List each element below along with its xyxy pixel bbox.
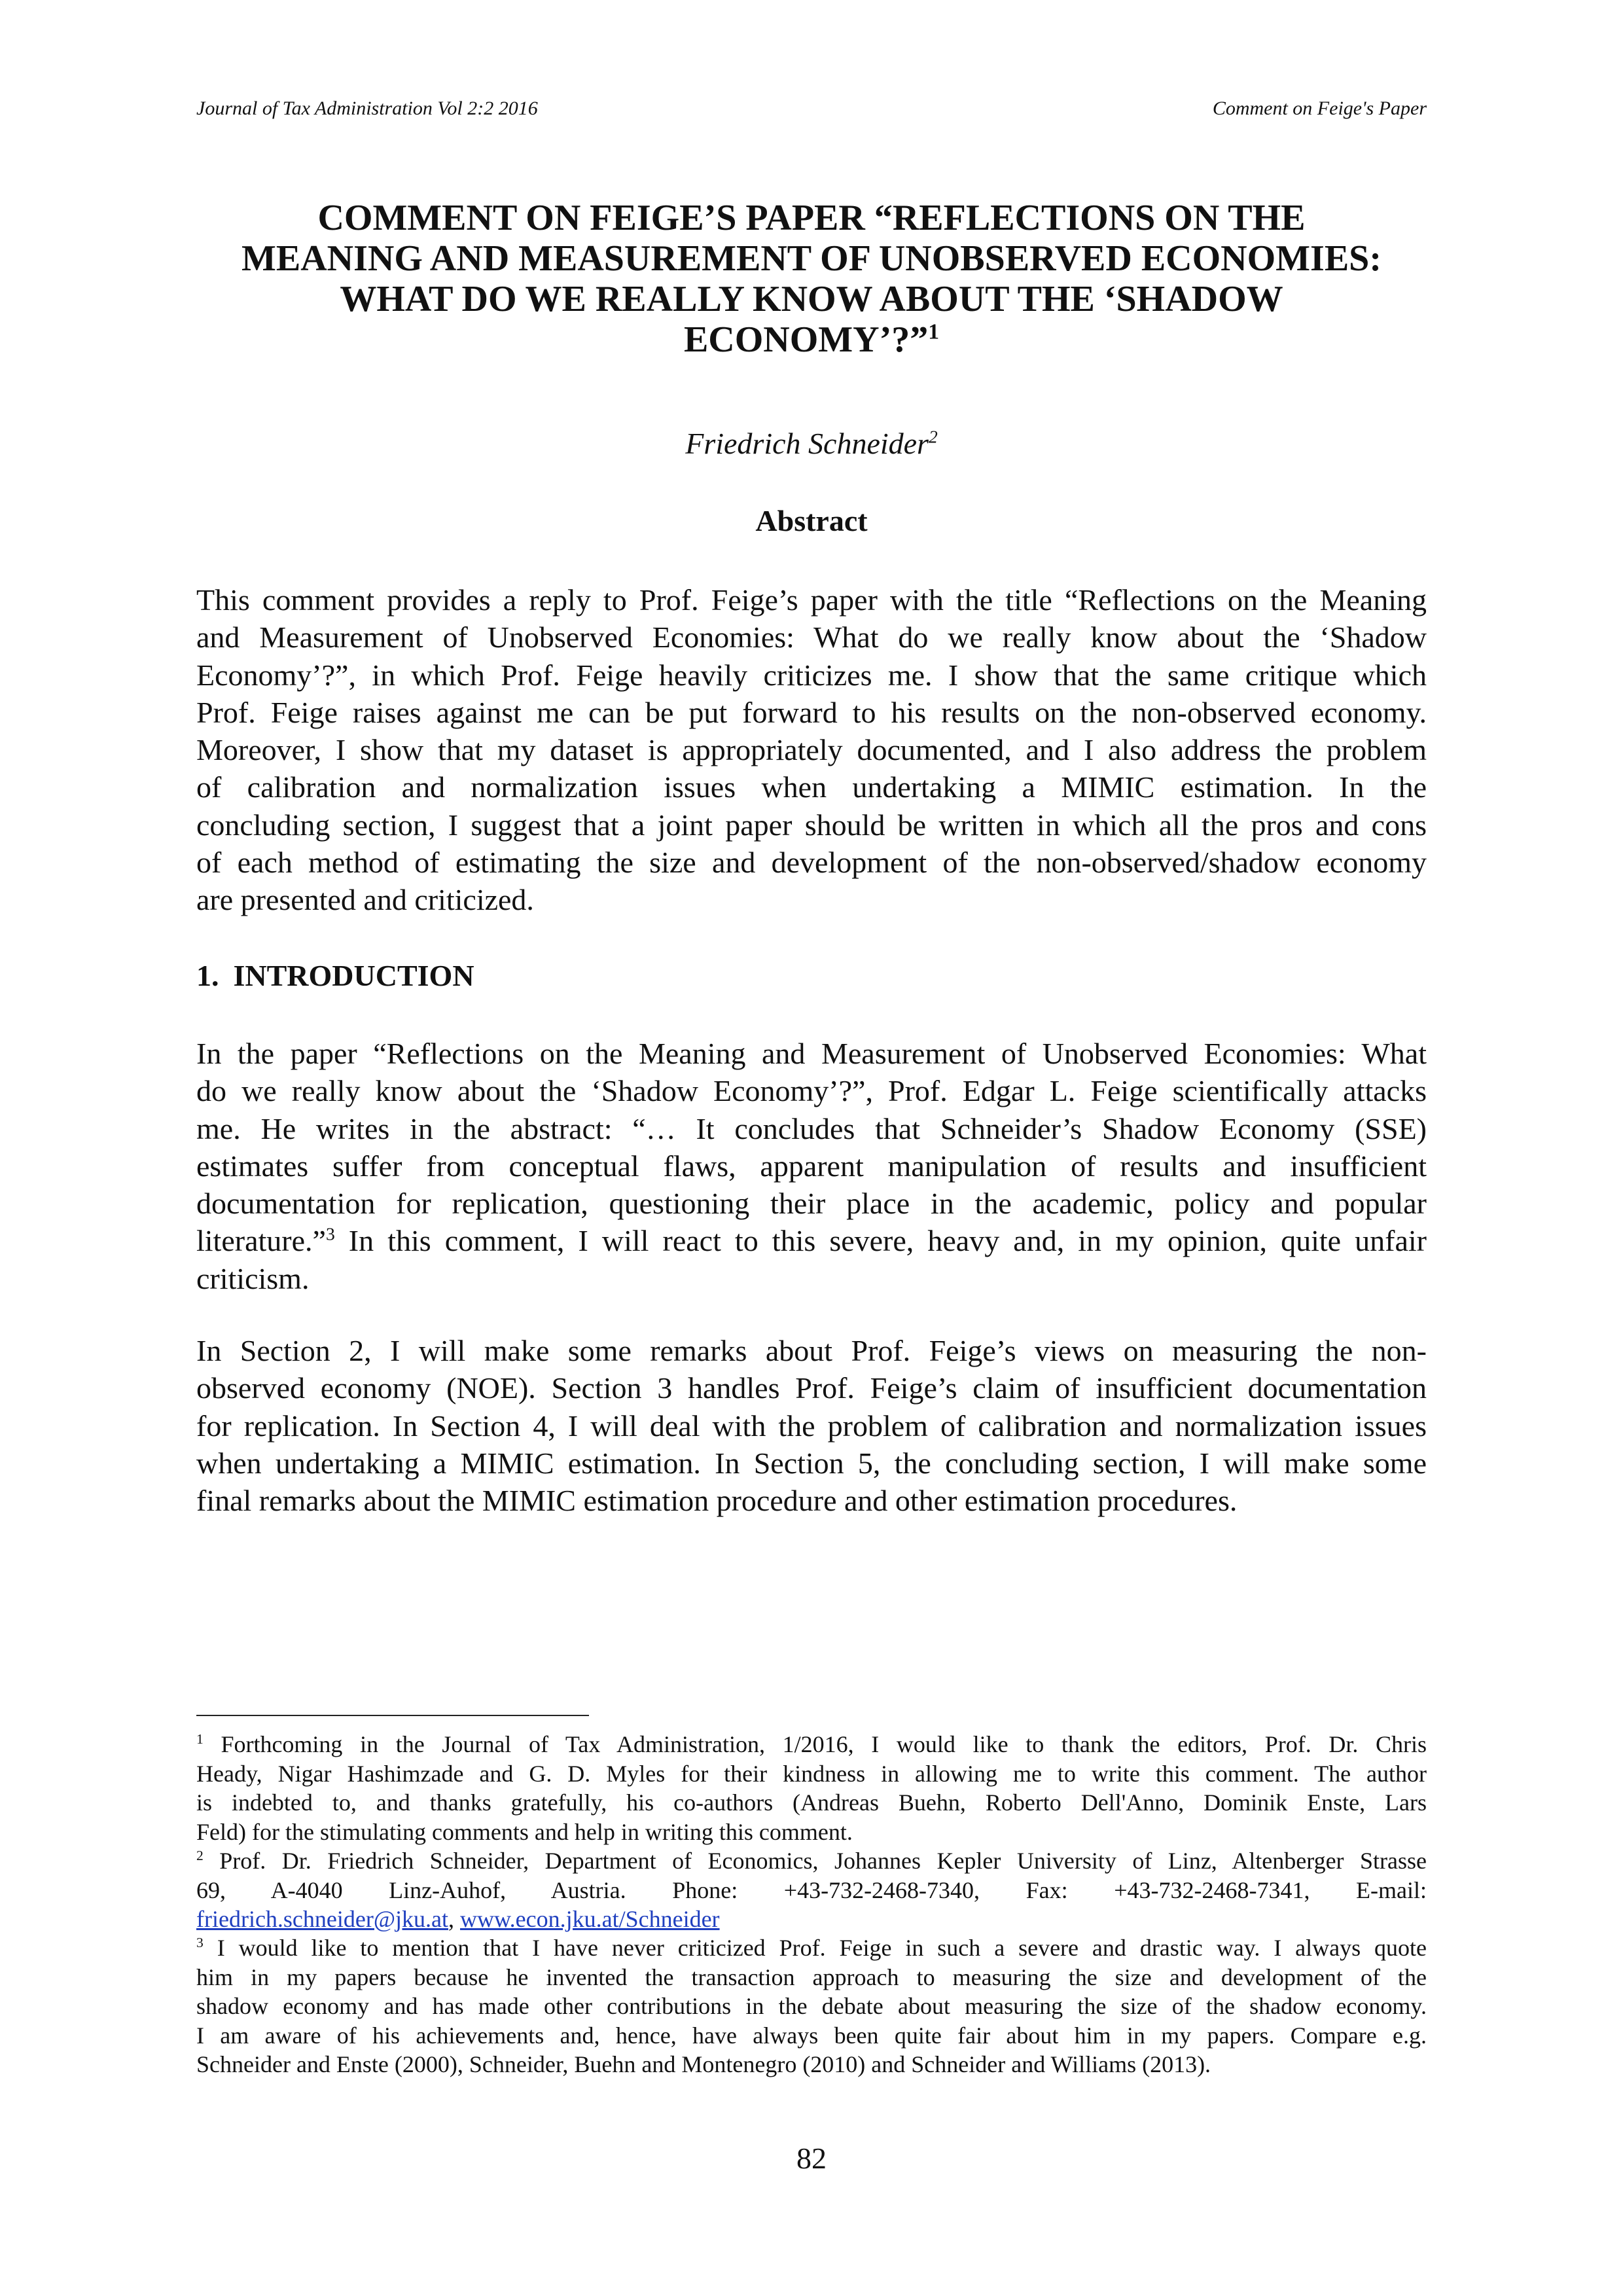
body-line: observed economy (NOE). Section 3 handles Prof. Feige’s claim of insufficient documentation [196, 1371, 1427, 1405]
footnote-line: shadow economy and has made other contributions in the debate about measuring the size of the shadow economy. [196, 1993, 1427, 2019]
author-footnote-mark[interactable]: 2 [928, 426, 938, 447]
body-text: In this comment, I will react to this severe, heavy and, in my opinion, quite unfair [334, 1224, 1427, 1258]
abstract-line: are presented and criticized. [196, 883, 534, 917]
title-line: WHAT DO WE REALLY KNOW ABOUT THE ‘SHADOW [340, 279, 1283, 319]
running-head-short-title: Comment on Feige's Paper [1212, 98, 1427, 119]
footnote-2 [196, 1846, 1427, 1934]
footnote-line [196, 1846, 1427, 1876]
title-footnote-mark[interactable]: 1 [928, 319, 940, 344]
body-line: when undertaking a MIMIC estimation. In Section 5, the concluding section, I will make some [196, 1446, 1427, 1480]
section-number: 1. [196, 959, 219, 992]
footnote-line: Heady, Nigar Hashimzade and G. D. Myles for their kindness in allowing me to write this comment. The author [196, 1760, 1427, 1787]
footnote-1-mark: 1 [196, 1731, 204, 1747]
page-number: 82 [796, 2142, 827, 2175]
footnote-line: Schneider and Enste (2000), Schneider, Buehn and Montenegro (2010) and Schneider and Williams (2013). [196, 2051, 1211, 2077]
footnote-text: Forthcoming in the Journal of Tax Administration, 1/2016, I would like to thank the editors, Prof. Dr. Chris [221, 1731, 1427, 1757]
footnote-text: I would like to mention that I have never criticized Prof. Feige in such a severe and drastic way. I always quote [217, 1935, 1427, 1961]
paper-title [196, 198, 1427, 360]
body-line: criticism. [196, 1261, 310, 1295]
section-heading-introduction [196, 958, 474, 994]
footnote-mark-3[interactable]: 3 [325, 1224, 335, 1245]
footnote-line [196, 1905, 1427, 1934]
abstract-heading: Abstract [755, 504, 868, 537]
footnote-line: 69, A-4040 Linz-Auhof, Austria. Phone: +43-732-2468-7340, Fax: +43-732-2468-7341, E-mail: [196, 1876, 1427, 1903]
author-line [196, 425, 1427, 462]
body-line: In the paper “Reflections on the Meaning and Measurement of Unobserved Economies: What [196, 1037, 1427, 1070]
abstract-body [196, 581, 1427, 919]
footnote-1 [196, 1730, 1427, 1846]
body-text: literature.” [196, 1224, 326, 1258]
body-line: estimates suffer from conceptual flaws, apparent manipulation of results and insufficient [196, 1149, 1427, 1183]
title-line-last [196, 319, 1427, 360]
abstract-line: Moreover, I show that my dataset is appropriately documented, and I also address the problem [196, 733, 1427, 767]
footnote-line: I am aware of his achievements and, hence, have always been quite fair about him in my papers. Compare e.g. [196, 2022, 1427, 2049]
title-line: COMMENT ON FEIGE’S PAPER “REFLECTIONS ON THE [317, 198, 1306, 238]
footnote-line [196, 1933, 1427, 1963]
intro-paragraph-2 [196, 1332, 1427, 1519]
abstract-line: Prof. Feige raises against me can be put forward to his results on the non-observed economy. [196, 695, 1427, 729]
footnote-2-mark: 2 [196, 1848, 204, 1863]
body-line: do we really know about the ‘Shadow Economy’?”, Prof. Edgar L. Feige scientifically attacks [196, 1074, 1427, 1108]
link-separator: , [448, 1906, 460, 1932]
footnote-3 [196, 1933, 1427, 2079]
running-head-journal: Journal of Tax Administration Vol 2:2 2016 [196, 98, 538, 119]
abstract-line: of each method of estimating the size and development of the non-observed/shadow economy [196, 846, 1427, 880]
abstract-line: concluding section, I suggest that a joint paper should be written in which all the pros and cons [196, 808, 1427, 842]
intro-paragraph-1 [196, 1035, 1427, 1297]
section-title: INTRODUCTION [233, 959, 474, 992]
footnote-separator [196, 1715, 589, 1716]
footnote-line [196, 1730, 1427, 1759]
footnote-line: is indebted to, and thanks gratefully, his co-authors (Andreas Buehn, Roberto Dell'Anno, Dominik Enste, Lars [196, 1789, 1427, 1816]
footnote-text: Prof. Dr. Friedrich Schneider, Department of Economics, Johannes Kepler University of Linz, Altenberger Strasse [219, 1848, 1427, 1874]
body-line: documentation for replication, questioning their place in the academic, policy and popular [196, 1187, 1427, 1221]
body-line: me. He writes in the abstract: “… It concludes that Schneider’s Shadow Economy (SSE) [196, 1111, 1427, 1145]
abstract-line: Economy’?”, in which Prof. Feige heavily criticizes me. I show that the same critique which [196, 658, 1427, 692]
abstract-line: This comment provides a reply to Prof. Feige’s paper with the title “Reflections on the Meaning [196, 583, 1427, 617]
body-line: for replication. In Section 4, I will deal with the problem of calibration and normalization issues [196, 1408, 1427, 1443]
abstract-line: and Measurement of Unobserved Economies: What do we really know about the ‘Shadow [196, 620, 1427, 655]
body-line: In Section 2, I will make some remarks about Prof. Feige’s views on measuring the non- [196, 1334, 1427, 1367]
footnote-line: him in my papers because he invented the transaction approach to measuring the size and development of the [196, 1964, 1427, 1990]
website-link[interactable]: www.econ.jku.at/Schneider [460, 1906, 720, 1932]
abstract-line: of calibration and normalization issues when undertaking a MIMIC estimation. In the [196, 770, 1427, 804]
body-line [196, 1222, 1427, 1259]
body-line: final remarks about the MIMIC estimation procedure and other estimation procedures. [196, 1484, 1238, 1518]
title-line-text: ECONOMY’?” [683, 319, 929, 360]
title-line: MEANING AND MEASUREMENT OF UNOBSERVED ECONOMIES: [241, 238, 1382, 279]
email-link[interactable]: friedrich.schneider@jku.at [196, 1906, 448, 1932]
author-name: Friedrich Schneider [685, 427, 929, 460]
footnote-line: Feld) for the stimulating comments and help in writing this comment. [196, 1818, 853, 1845]
footnote-3-mark: 3 [196, 1935, 204, 1950]
